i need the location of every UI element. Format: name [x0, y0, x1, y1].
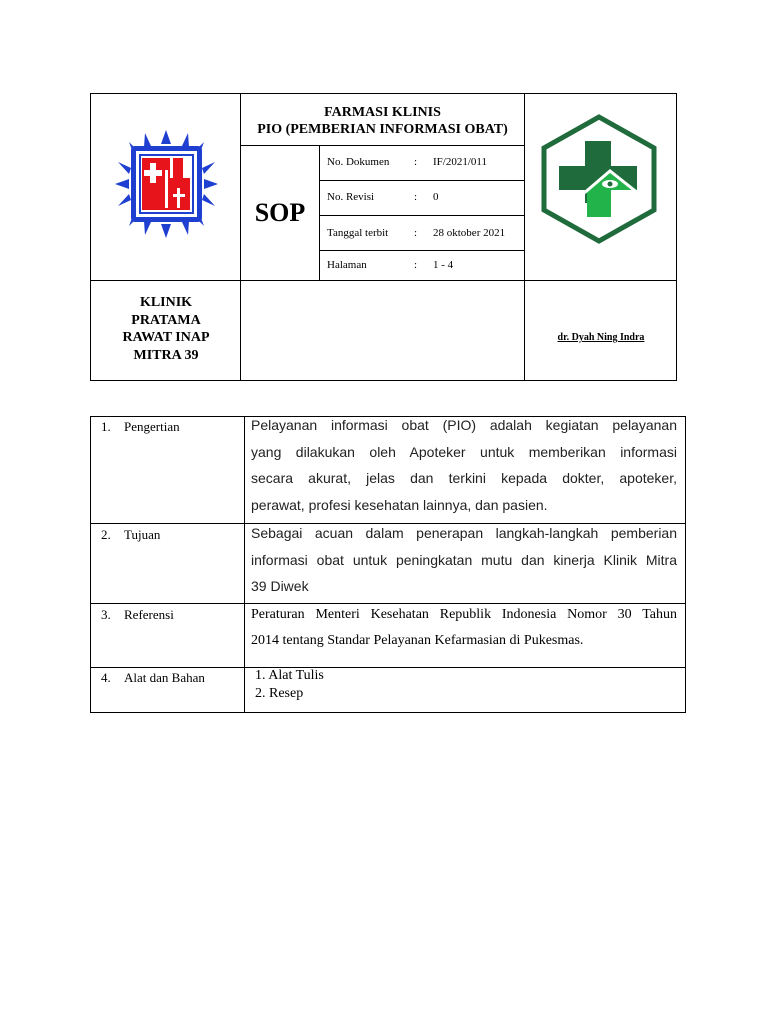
meta-colon: :: [414, 227, 418, 239]
section-number: 3.: [101, 607, 111, 622]
meta-label-revision: No. Revisi: [327, 191, 375, 203]
meta-value-date: 28 oktober 2021: [433, 227, 506, 239]
section-label-alat-bahan: Alat dan Bahan: [124, 670, 205, 685]
meta-colon: :: [414, 156, 418, 168]
clinic-name-line: KLINIK: [139, 295, 193, 310]
section-label-pengertian: Pengertian: [124, 419, 180, 434]
section-text-referensi: [251, 602, 677, 654]
meta-label-date: Tanggal terbit: [327, 227, 389, 239]
section-text-pengertian: [251, 412, 677, 518]
sop-label: SOP: [254, 198, 306, 227]
meta-value-document: IF/2021/011: [433, 156, 487, 168]
section-number: 4.: [101, 670, 111, 685]
text-line: yang dilakukan oleh Apoteker untuk memberikan informasi: [251, 443, 677, 460]
section-text-tujuan: [251, 520, 677, 600]
title-line-1: FARMASI KLINIS: [324, 105, 441, 120]
meta-value-page: 1 - 4: [433, 259, 454, 271]
meta-label-page: Halaman: [327, 259, 367, 271]
clinic-name-line: MITRA 39: [133, 347, 199, 363]
puskesmas-logo: [541, 114, 657, 244]
text-line: informasi obat untuk peningkatan mutu dan kinerja Klinik Mitra: [251, 551, 677, 568]
meta-colon: :: [414, 191, 418, 203]
document-title: [241, 95, 524, 145]
meta-colon: :: [414, 259, 418, 271]
list-item: 1. Alat Tulis: [255, 668, 324, 683]
clinic-name-line: RAWAT INAP: [122, 330, 210, 345]
meta-label-document: No. Dokumen: [327, 156, 390, 168]
text-line: 2014 tentang Standar Pelayanan Kefarmasian di Pukesmas.: [251, 633, 584, 648]
clinic-name: [92, 294, 240, 364]
text-line: Pelayanan informasi obat (PIO) adalah kegiatan pelayanan: [251, 417, 677, 433]
text-line: secara akurat, jelas dan terkini kepada dokter, apoteker,: [251, 470, 677, 486]
list-item: 2. Resep: [255, 686, 304, 701]
clinic-name-line: PRATAMA: [131, 312, 201, 328]
signer-name: dr. Dyah Ning Indra: [557, 332, 645, 343]
meta-value-revision: 0: [433, 191, 439, 203]
section-label-tujuan: Tujuan: [124, 527, 161, 542]
section-label-referensi: Referensi: [124, 607, 174, 622]
text-line: perawat, profesi kesehatan lainnya, dan pasien.: [251, 496, 548, 513]
text-line: 39 Diwek: [251, 578, 309, 594]
text-line: Peraturan Menteri Kesehatan Republik Indonesia Nomor 30 Tahun: [251, 607, 677, 622]
section-number: 2.: [101, 527, 111, 542]
clinic-emblem-logo: [115, 130, 218, 238]
section-number: 1.: [101, 419, 111, 434]
title-line-2: PIO (PEMBERIAN INFORMASI OBAT): [257, 122, 508, 137]
text-line: Sebagai acuan dalam penerapan langkah-langkah pemberian: [251, 525, 677, 541]
